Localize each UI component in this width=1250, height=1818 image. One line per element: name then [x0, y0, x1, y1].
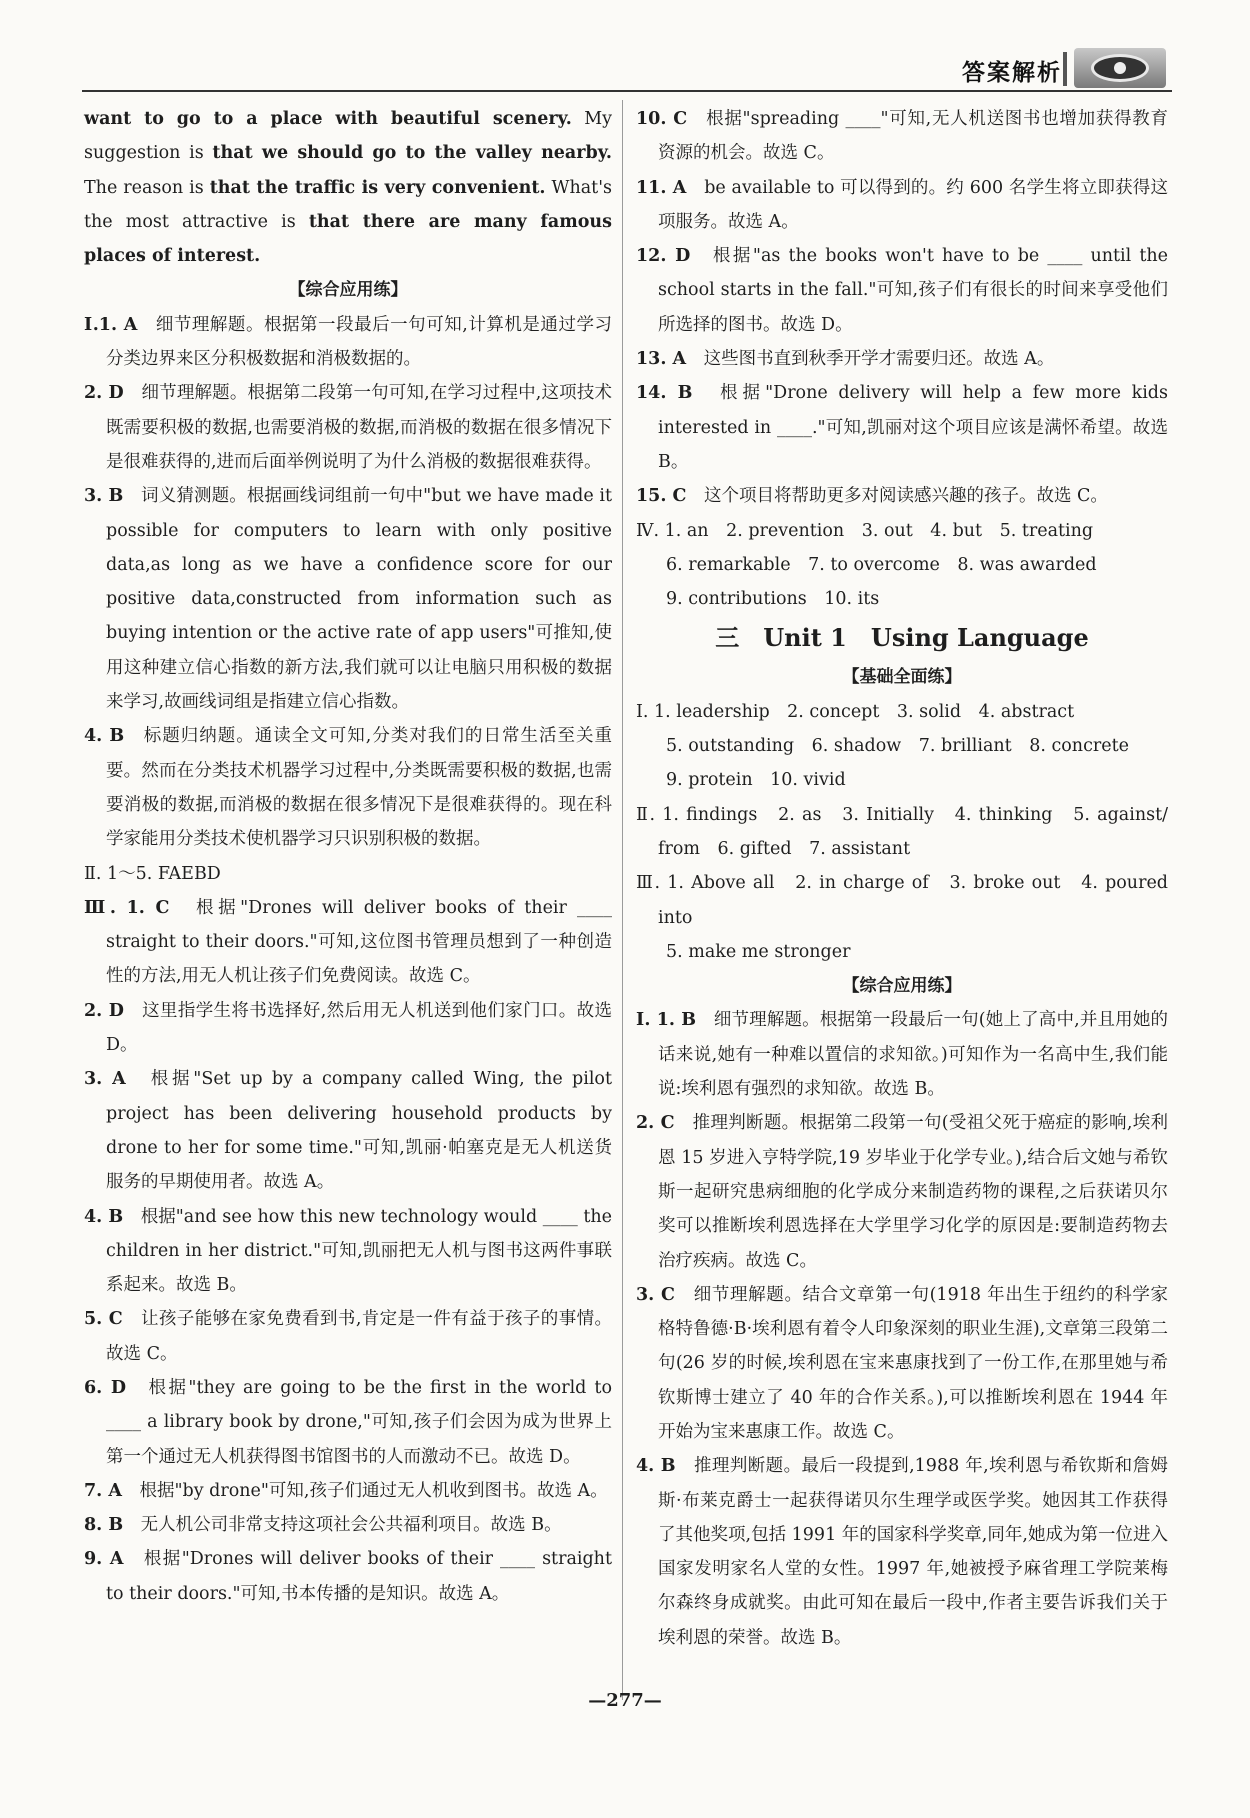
- page-number: —277—: [588, 1690, 662, 1711]
- header-rule: [82, 90, 1172, 92]
- answer-item: 5. C 让孩子能够在家免费看到书,肯定是一件有益于孩子的事情。故选 C。: [84, 1309, 613, 1364]
- answer-item: want to go to a place with beautiful scenery. My suggestion is that we should go to the valley nearby. The reason is that the traffic is very convenient. What's the most attractive is that there are many famous places of interest.: [84, 109, 613, 267]
- unit-title: 三 Unit 1 Using Language: [715, 623, 1089, 653]
- answer-item: 2. D 细节理解题。根据第二段第一句可知,在学习过程中,这项技术既需要积极的数据,也需要消极的数据,而消极的数据在很多情况下是很难获得的,进而后面举例说明了为什么消极的数据很难获得。: [84, 383, 612, 472]
- publisher-logo: [1074, 48, 1166, 88]
- answer-item: 2. C 推理判断题。根据第二段第一句(受祖父死于癌症的影响,埃利恩 15 岁进入亨特学院,19 岁毕业于化学专业。),结合后文她与希钦斯一起研究患病细胞的化学成分来制造药物的课程,之后获诺贝尔奖可以推断埃利恩选择在大学里学习化学的原因是:要制造药物去治疗疾病。故选 C。: [636, 1113, 1169, 1271]
- answer-item: 9. contributions 10. its: [666, 589, 880, 610]
- header-title: 答案解析: [962, 60, 1062, 86]
- answer-item: 3. C 细节理解题。结合文章第一句(1918 年出生于纽约的科学家格特鲁德·B·埃利恩有着令人印象深刻的职业生涯),文章第三段第二句(26 岁的时候,埃利恩在宝来惠康找到了一份工作,在那里她与希钦斯博士建立了 40 年的合作关系。),可以推断埃利恩在 1944 年开始为宝来惠康工作。故选 C。: [636, 1284, 1168, 1442]
- answer-item: 13. A 这些图书直到秋季开学才需要归还。故选 A。: [636, 349, 1055, 370]
- answer-item: 8. B 无人机公司非常支持这项社会公共福利项目。故选 B。: [84, 1515, 562, 1536]
- answer-item: 5. make me stronger: [666, 941, 851, 962]
- section-heading: 【基础全面练】: [842, 667, 962, 688]
- answer-item: Ⅲ. 1. C 根据"Drones will deliver books of their ____ straight to their doors."可知,这位图书管理员想到了一种创造性的方法,用无人机让孩子们免费阅读。故选 C。: [84, 897, 612, 987]
- answer-item: 2. D 这里指学生将书选择好,然后用无人机送到他们家门口。故选 D。: [84, 1000, 612, 1056]
- answer-item: 9. A 根据"Drones will deliver books of their ____ straight to their doors."可知,书本传播的是知识。故选 A。: [84, 1549, 612, 1604]
- header-bar: [1063, 52, 1067, 86]
- answer-item: 3. A 根据"Set up by a company called Wing, the pilot project has been delivering household products by drone to her for some time."可知,凯丽·帕塞克是无人机送货服务的早期使用者。故选 A。: [84, 1069, 612, 1193]
- answer-item: Ⅰ. 1. leadership 2. concept 3. solid 4. abstract: [636, 701, 1075, 722]
- answer-item: 4. B 根据"and see how this new technology would ____ the children in her district."可知,凯丽把无人机与图书这两件事联系起来。故选 B。: [84, 1206, 612, 1296]
- answer-item: Ⅳ. 1. an 2. prevention 3. out 4. but 5. treating: [636, 520, 1094, 541]
- answer-item: Ⅰ.1. A 细节理解题。根据第一段最后一句可知,计算机是通过学习分类边界来区分积极数据和消极数据的。: [84, 314, 613, 370]
- answer-item: 6. D 根据"they are going to be the first in the world to ____ a library book by drone,"可知,孩子们会因为成为世界上第一个通过无人机获得图书馆图书的人而激动不已。故选 D。: [84, 1377, 612, 1467]
- answer-item: 6. remarkable 7. to overcome 8. was awarded: [666, 554, 1097, 575]
- answer-item: Ⅲ. 1. Above all 2. in charge of 3. broke out 4. poured into: [636, 873, 1168, 928]
- eye-icon: [1091, 54, 1149, 82]
- section-heading: 【综合应用练】: [842, 976, 962, 997]
- answer-item: 4. B 推理判断题。最后一段提到,1988 年,埃利恩与希钦斯和詹姆斯·布莱克爵士一起获得诺贝尔生理学或医学奖。她因其工作获得了其他奖项,包括 1991 年的国家科学奖章,同年,她成为第一位进入国家发明家名人堂的女性。1997 年,她被授予麻省理工学院莱梅尔森终身成就奖。由此可知在最后一段中,作者主要告诉我们关于埃利恩的荣誉。故选 B。: [636, 1456, 1168, 1648]
- section-heading: 【综合应用练】: [288, 280, 408, 301]
- answer-item: Ⅱ. 1～5. FAEBD: [84, 863, 221, 884]
- answer-item: 10. C 根据"spreading ____"可知,无人机送图书也增加获得教育资源的机会。故选 C。: [636, 109, 1168, 164]
- answer-item: Ⅰ. 1. B 细节理解题。根据第一段最后一句(她上了高中,并且用她的话来说,她有一种难以置信的求知欲。)可知作为一名高中生,我们能说:埃利恩有强烈的求知欲。故选 B。: [636, 1010, 1168, 1100]
- right-column: [636, 102, 1168, 1655]
- answer-item: 9. protein 10. vivid: [666, 770, 846, 791]
- answer-item: 12. D 根据"as the books won't have to be ____ until the school starts in the fall."可知,孩子们有很长的时间来享受他们所选择的图书。故选 D。: [636, 246, 1168, 335]
- answer-item: 7. A 根据"by drone"可知,孩子们通过无人机收到图书。故选 A。: [84, 1480, 608, 1501]
- answer-item: 14. B 根据"Drone delivery will help a few more kids interested in ____."可知,凯丽对这个项目应该是满怀希望。故选 B。: [636, 383, 1168, 472]
- answer-item: 4. B 标题归纳题。通读全文可知,分类对我们的日常生活至关重要。然而在分类技术机器学习过程中,分类既需要积极的数据,也需要消极的数据,而消极的数据在很多情况下是很难获得的。现在科学家能用分类技术使机器学习只识别积极的数据。: [84, 726, 613, 850]
- answer-item: 11. A be available to 可以得到的。约 600 名学生将立即获得这项服务。故选 A。: [636, 177, 1168, 232]
- answer-item: Ⅱ. 1. findings 2. as 3. Initially 4. thinking 5. against/ from 6. gifted 7. assistant: [636, 804, 1168, 859]
- answer-item: 3. B 词义猜测题。根据画线词组前一句中"but we have made it possible for computers to learn with only positive data,as long as we have a confidence score for our positive data,constructed from information such as buying intention or the active rate of app users"可推知,使用这种建立信心指数的新方法,我们就可以让电脑只用积极的数据来学习,故画线词组是指建立信心指数。: [84, 486, 612, 713]
- left-column: [84, 102, 612, 1611]
- page-header: [0, 44, 1250, 90]
- answer-item: 5. outstanding 6. shadow 7. brilliant 8. concrete: [666, 736, 1129, 757]
- answer-item: 15. C 这个项目将帮助更多对阅读感兴趣的孩子。故选 C。: [636, 486, 1108, 507]
- column-divider: [622, 100, 623, 1700]
